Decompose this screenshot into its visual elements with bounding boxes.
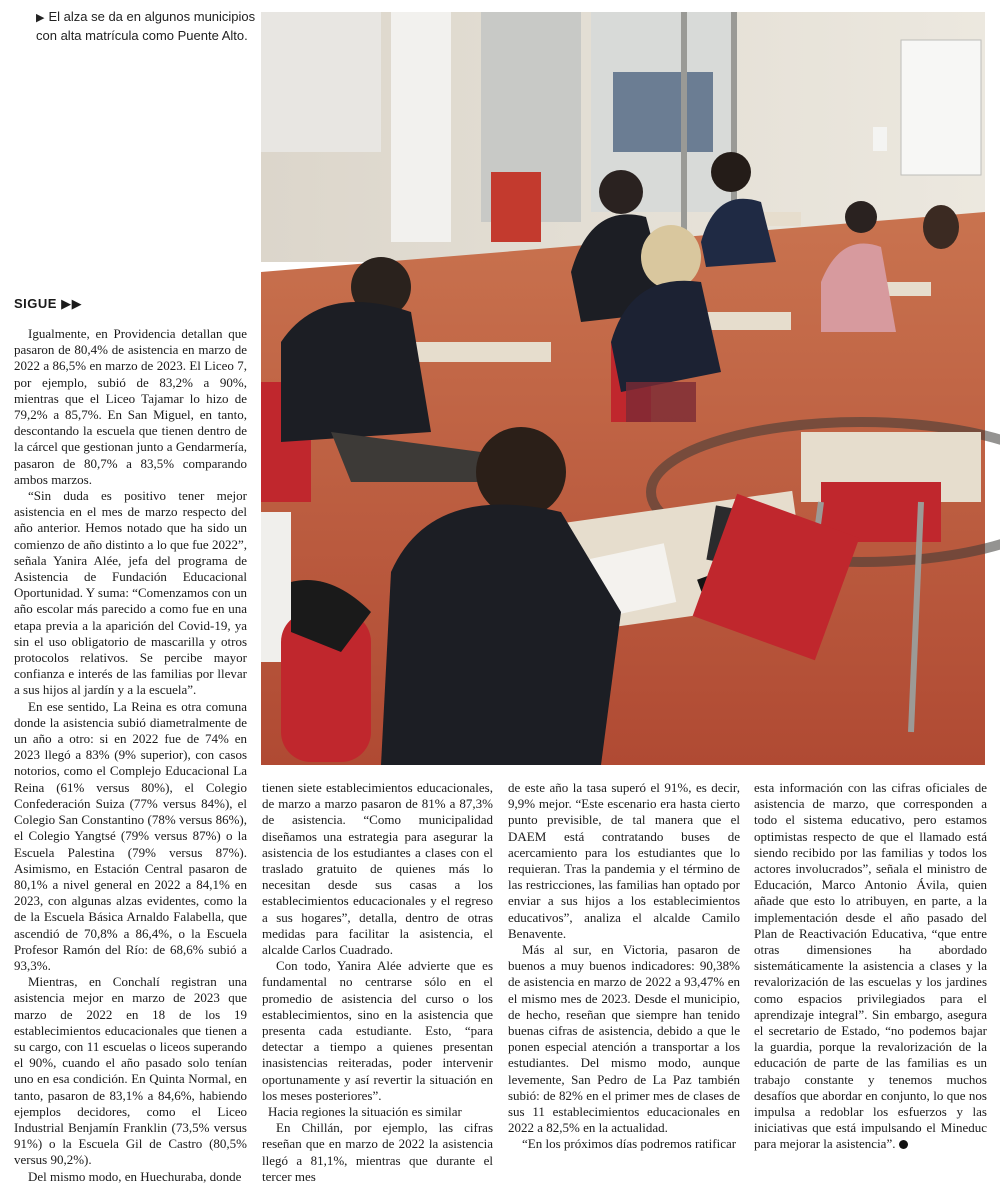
- end-mark-icon: [899, 1140, 908, 1149]
- paragraph: “En los próximos días podremos ratificar: [522, 1136, 737, 1152]
- photo-caption: [36, 8, 256, 45]
- paragraph: Con todo, Yanira Alée advierte que es fundamental no centrarse sólo en el promedio de asistencia del curso o los establecimientos, sino en la asistencia que presenta cada estudiante. Esto, “para detectar a tiempo a quienes presentan inasistencias reiteradas, poder intervenir oportunamente y así revertir la situación en los meses posteriores”.: [262, 958, 493, 1103]
- paragraph: tienen siete establecimientos educacionales, de marzo a marzo pasaron de 81% a 87,3% de asistencia. “Como municipalidad diseñamos una estrategia para asegurar la asistencia de los estudiantes a clases con el traslado gratuito de quienes más lo necesitan desde sus casas a los establecimientos educacionales y el regreso a sus hogares”, detalla, dentro de otras medidas para facilitar la asistencia, el alcalde Carlos Cuadrado.: [262, 780, 493, 958]
- paragraph: Igualmente, en Providencia detallan que pasaron de 80,4% de asistencia en marzo de 2022 a 86,5% en marzo de 2023. El Liceo 7, por ejemplo, subió de 83,2% a 90%, mientras que el Liceo Tajamar lo hizo de 79,2% a 85,7%. En San Miguel, en tanto, descontando la escuela que tienen dentro de la cárcel que gestionan junto a Gendarmería, pasaron de 80,7% a 83,5% comparando ambos marzos.: [14, 326, 247, 487]
- article-column-4: [754, 780, 987, 1164]
- paragraph: de este año la tasa superó el 91%, es decir, 9,9% mejor. “Este escenario era hasta cierto punto previsible, de tal manera que el DAEM está contratando buses de acercamiento para los estudiantes que lo requieran. Tras la pandemia y el término de las restricciones, las familias han optado por enviar a sus hijos a los establecimientos educativos”, analiza el alcalde Camilo Benavente.: [508, 780, 740, 941]
- article-column-2: [262, 780, 493, 1184]
- caption-marker-icon: ▶: [36, 12, 45, 24]
- classroom-photo-illustration: [261, 12, 985, 765]
- article-column-1: [14, 326, 247, 1184]
- article-column-3: [508, 780, 740, 1164]
- paragraph: “Sin duda es positivo tener mejor asistencia en el mes de marzo respecto del año anterior. Hemos notado que ha sido un comienzo de año distinto a lo que fue 2022”, señala Yanira Alée, jefa del programa de Asistencia de Fundación Educacional Oportunidad. Y suma: “Comenzamos con un año escolar más parecido a como fue en una etapa previa a la aparición del Covid-19, ya sin el uso obligatorio de mascarilla y otros protocolos relativos. Se percibe mayor confianza e interés de las familias por llevar a sus hijos al jardín y a la escuela”.: [14, 488, 247, 698]
- paragraph: [754, 780, 987, 1153]
- paragraph: Más al sur, en Victoria, pasaron de buenos a muy buenos indicadores: 90,38% de asistencia en marzo de 2022 a 93,47% en el mismo mes de 2023. Desde el municipio, de hecho, reseñan que siempre han tenido buenas cifras de asistencia, debido a que le ponen especial atención a transportar a los estudiantes. Del mismo modo, aunque levemente, San Pedro de La Paz también subió: de 82% en el primer mes de clases de sus 11 establecimientos educacionales en 2022 a 82,5% en la actualidad.: [508, 942, 740, 1136]
- paragraph: Mientras, en Conchalí registran una asistencia mejor en marzo de 2023 que marzo de 2022 en 18 de los 19 establecimientos educacionales que tienen a su cargo, con 11 escuelas o liceos superando el 90%, cuando el año pasado solo tenían uno en esa condición. En Quinta Normal, en tanto, pasaron de 83,1% a 84,6%, habiendo ejemplos decidores, como el Liceo Industrial Benjamín Franklin (73,5% versus 91%) o la Escuela Gil de Castro (80,5% versus 90,2%).: [14, 974, 247, 1168]
- paragraph: Del mismo modo, en Huechuraba, donde: [28, 1168, 242, 1184]
- paragraph: En ese sentido, La Reina es otra comuna donde la asistencia subió diametralmente de un año a otro: si en 2022 fue de 74% en 2023 llegó a 83% (9% superior), con casos notorios, como el Complejo Educacional La Reina (61% versus 80%), el Colegio Confederación Suiza (77% versus 84%), el Colegio San Constantino (78% versus 86%), el Colegio Yangtsé (79% versus 87%) o la Escuela Palestina (79% versus 87%). Asimismo, en Estación Central pasaron de 80,1% a nivel general en 2022 a 84,1% en 2023, con algunas alzas evidentes, como la de la Escuela Básica Arnaldo Falabella, que ascendió de 70,8% a 86,4%, o la Escuela Profesor Ramón del Río: de 68,6% subió a 93,3%.: [14, 698, 247, 973]
- classroom-photo: [261, 12, 985, 765]
- caption-text: El alza se da en algunos municipios con alta matrícula como Puente Alto.: [36, 9, 256, 43]
- continue-label: SIGUE ▶▶: [14, 296, 83, 311]
- section-subheading: Hacia regiones la situación es similar: [268, 1104, 462, 1120]
- paragraph: En Chillán, por ejemplo, las cifras reseñan que en marzo de 2022 la asistencia llegó a 81,1%, mientras que durante el tercer mes: [262, 1120, 493, 1184]
- paragraph-text: esta información con las cifras oficiales de asistencia de marzo, que corresponden a todo el sistema educativo, pero estamos optimistas respecto de que el llamado está siendo recibido por las familias y todos los actores involucrados”, señala el ministro de Educación, Marco Antonio Ávila, quien añade que esto lo atribuyen, en parte, a la implementación desde el año pasado del Plan de Reactivación Educativa, “que entre otras dimensiones ha abordado sistemáticamente la asistencia a clases y la revalorización de las escuelas y los jardines como espacios privilegiados para el aprendizaje integral”. Sin embargo, asegura el secretario de Estado, “no podemos bajar la guardia, porque la revalorización de la educación de parte de las familias es un trabajo constante y tenemos muchos desafíos que abordar en conjunto, lo que nos impulsa a redoblar los esfuerzos y las iniciativas que está impulsando el Mineduc para mejorar la asistencia”.: [754, 780, 987, 1152]
